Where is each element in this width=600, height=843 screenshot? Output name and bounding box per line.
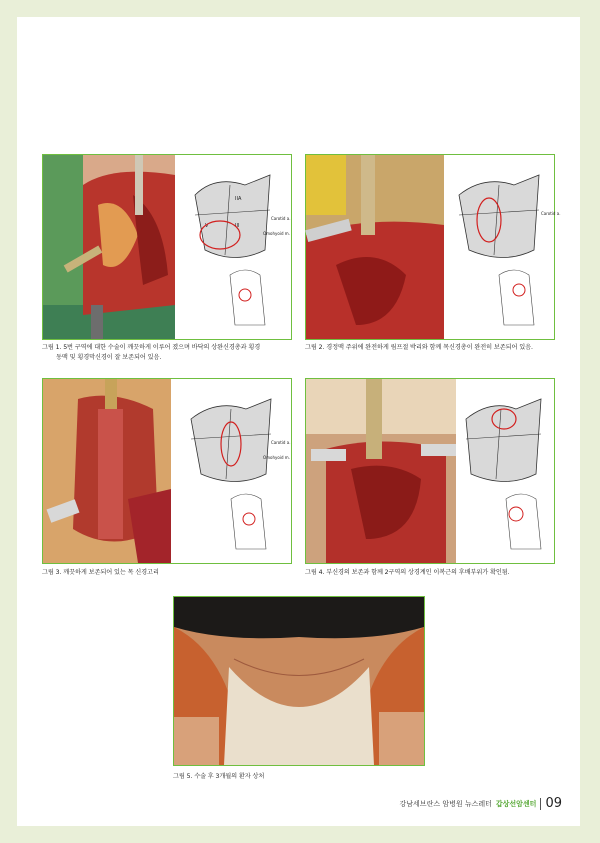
figure-3-neck-diagram	[171, 379, 291, 563]
page-number: 09	[545, 796, 562, 811]
figure-2-neck-diagram	[444, 155, 561, 339]
figure-5-caption: 그림 5. 수술 후 3개월의 환자 상처	[173, 773, 265, 780]
figure-4-caption: 그림 4. 부신경의 보존과 함께 2구역의 상경계인 이복근의 후배부위가 확인됨.	[305, 569, 510, 576]
figure-3	[42, 378, 292, 564]
figure-5-photo	[174, 597, 424, 765]
svg-text:Omohyoid m.: Omohyoid m.	[263, 455, 290, 460]
figure-1-caption: 그림 1. 5번 구역에 대한 수술이 깨끗하게 이루어 졌으며 바닥의 상완신경총과 횡경 동맥 및 횡경막신경이 잘 보존되어 있음.	[42, 344, 261, 361]
figure-4-photo	[306, 379, 456, 563]
figure-1	[42, 154, 292, 340]
footer-divider	[540, 798, 541, 810]
figure-1-photo	[43, 155, 175, 339]
diagram-label-v: V	[205, 223, 209, 229]
figure-1-neck-diagram	[175, 155, 291, 339]
diagram-label-omohyoid: Omohyoid m.	[263, 231, 290, 236]
figure-5	[173, 596, 425, 766]
figure-4-neck-diagram	[456, 379, 554, 563]
svg-text:Carotid a.: Carotid a.	[541, 211, 561, 216]
diagram-label-iia: IIA	[235, 196, 242, 202]
footer	[400, 796, 562, 811]
footer-publisher: 강남세브란스 암병원 뉴스레터	[399, 799, 492, 808]
diagram-label-carotid: Carotid a.	[271, 216, 291, 221]
diagram-label-iii: III	[235, 223, 240, 229]
figure-4	[305, 378, 555, 564]
footer-center: 갑상선암센터	[495, 799, 537, 808]
figure-2-photo	[306, 155, 444, 339]
figure-2	[305, 154, 561, 340]
figure-3-caption: 그림 3. 깨끗하게 보존되어 있는 목 신경고리	[42, 569, 159, 576]
svg-text:Carotid a.: Carotid a.	[271, 440, 291, 445]
figure-2-caption: 그림 2. 경정맥 주위에 완전하게 림프절 박리와 함께 목신경총이 완전히 보존되어 있음.	[305, 344, 533, 351]
figure-3-photo	[43, 379, 171, 563]
page	[17, 17, 580, 826]
